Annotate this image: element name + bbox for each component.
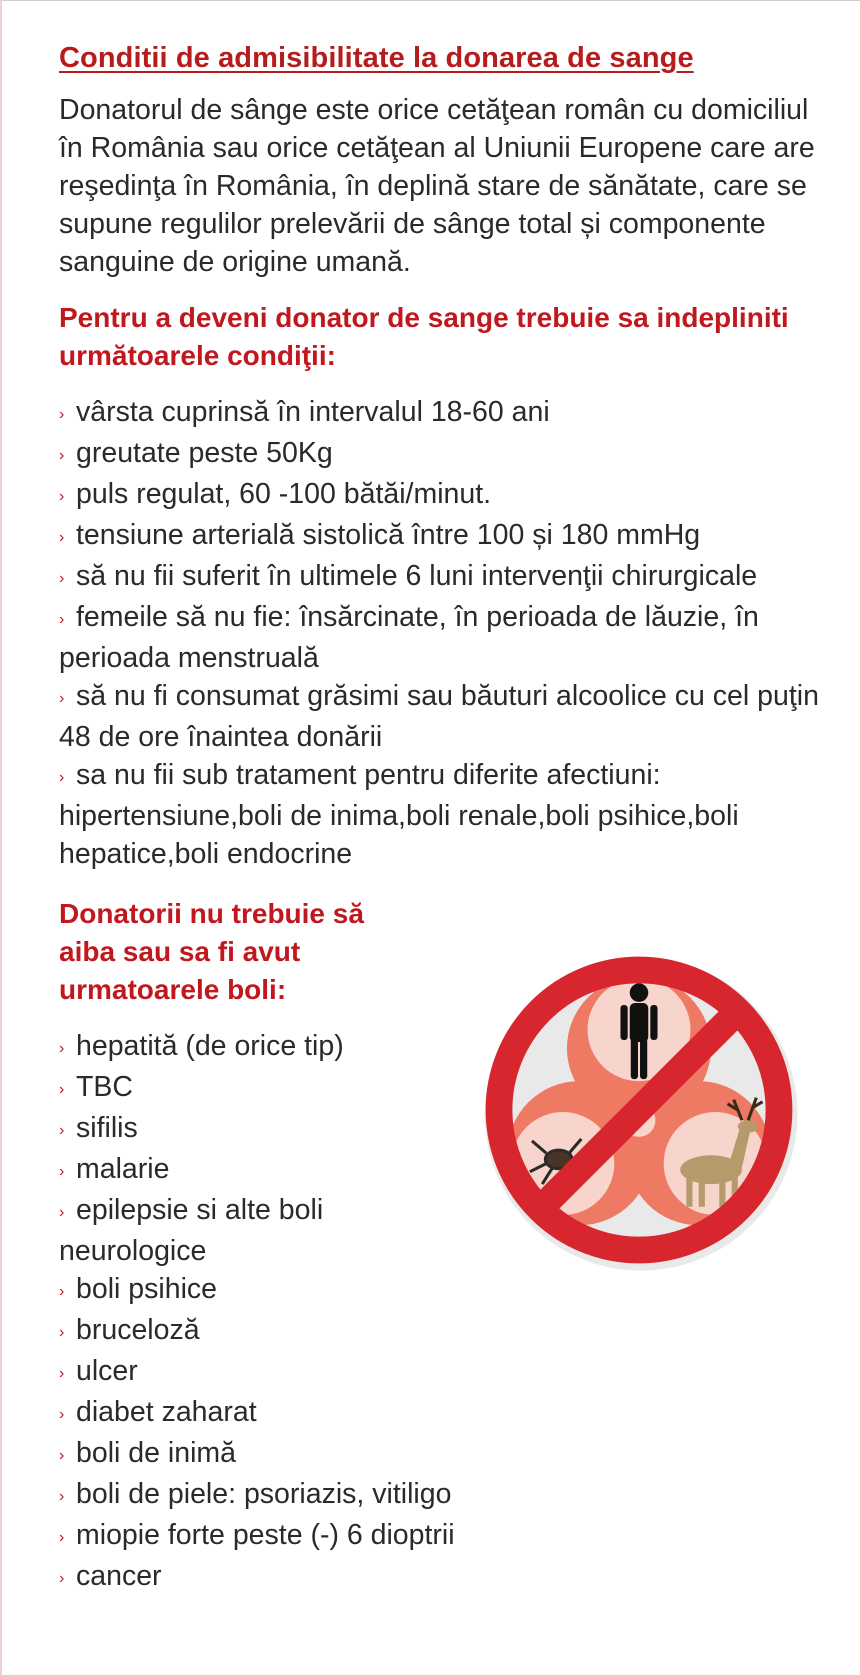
chevron-right-icon: › — [59, 1283, 65, 1300]
list-item — [59, 393, 819, 434]
list-item — [59, 1311, 459, 1352]
chevron-right-icon: › — [59, 1529, 65, 1546]
chevron-right-icon: › — [59, 611, 65, 628]
list-item — [59, 756, 819, 873]
list-item-text: ulcer — [76, 1355, 138, 1387]
list-item — [59, 677, 819, 756]
list-item — [59, 1068, 459, 1109]
chevron-right-icon: › — [59, 1447, 65, 1464]
chevron-right-icon: › — [59, 769, 65, 786]
chevron-right-icon: › — [59, 690, 65, 707]
chevron-right-icon: › — [59, 570, 65, 587]
list-item-text: boli de inimă — [76, 1437, 237, 1469]
list-item — [59, 598, 819, 677]
list-item — [59, 1516, 459, 1557]
list-item — [59, 1557, 459, 1598]
chevron-right-icon: › — [59, 1488, 65, 1505]
list-item-text: epilepsie si alte boli neurologice — [59, 1194, 324, 1267]
list-item — [59, 1109, 459, 1150]
chevron-right-icon: › — [59, 1406, 65, 1423]
diseases-heading: Donatorii nu trebuie să aiba sau sa fi avut urmatoarele boli: — [59, 898, 364, 1005]
list-item — [59, 1352, 459, 1393]
list-item-text: greutate peste 50Kg — [76, 437, 333, 469]
list-item — [59, 1150, 459, 1191]
list-item — [59, 434, 819, 475]
chevron-right-icon: › — [59, 1365, 65, 1382]
list-item-text: boli de piele: psoriazis, vitiligo — [76, 1478, 452, 1510]
list-item — [59, 1191, 459, 1270]
list-item-text: să nu fii suferit în ultimele 6 luni intervenţii chirurgicale — [76, 560, 758, 592]
intro-paragraph: Donatorul de sânge este orice cetăţean român cu domiciliul în România sau orice cetăţean al Uniunii Europene care are reşedinţa în România, în deplină stare de sănătate, care se supune regulilor prelevării de sânge total și componente sanguine de origine umană. — [59, 94, 815, 278]
chevron-right-icon: › — [59, 447, 65, 464]
chevron-right-icon: › — [59, 1204, 65, 1221]
page-title[interactable]: Conditii de admisibilitate la donarea de sange — [59, 42, 694, 74]
list-item-text: TBC — [76, 1071, 133, 1103]
diseases-section — [59, 895, 819, 1598]
chevron-right-icon: › — [59, 1324, 65, 1341]
prohibited-biohazard-icon — [464, 935, 814, 1285]
list-item — [59, 1434, 459, 1475]
list-item-text: bruceloză — [76, 1314, 200, 1346]
chevron-right-icon: › — [59, 1040, 65, 1057]
list-item — [59, 1393, 459, 1434]
list-item-text: boli psihice — [76, 1273, 217, 1305]
list-item-text: femeile să nu fie: însărcinate, în perioada de lăuzie, în perioada menstruală — [59, 601, 759, 674]
list-item-text: hepatită (de orice tip) — [76, 1030, 344, 1062]
list-item-text: tensiune arterială sistolică între 100 și 180 mmHg — [76, 519, 701, 551]
article — [59, 37, 819, 1598]
chevron-right-icon: › — [59, 488, 65, 505]
chevron-right-icon: › — [59, 406, 65, 423]
list-item-text: cancer — [76, 1560, 162, 1592]
chevron-right-icon: › — [59, 1163, 65, 1180]
list-item-text: miopie forte peste (-) 6 dioptrii — [76, 1519, 455, 1551]
list-item — [59, 1270, 459, 1311]
diseases-list — [59, 1027, 459, 1598]
chevron-right-icon: › — [59, 529, 65, 546]
list-item-text: malarie — [76, 1153, 170, 1185]
chevron-right-icon: › — [59, 1122, 65, 1139]
diseases-column — [59, 895, 459, 1598]
list-item-text: sifilis — [76, 1112, 138, 1144]
conditions-heading: Pentru a deveni donator de sange trebuie sa indepliniti următoarele condiţii: — [59, 302, 789, 371]
list-item-text: diabet zaharat — [76, 1396, 257, 1428]
list-item — [59, 557, 819, 598]
list-item-text: sa nu fii sub tratament pentru diferite afectiuni: hipertensiune,boli de inima,boli renale,boli psihice,boli hepatice,boli endocrine — [59, 759, 739, 870]
list-item — [59, 1027, 459, 1068]
list-item-text: să nu fi consumat grăsimi sau băuturi alcoolice cu cel puţin 48 de ore înaintea donării — [59, 680, 819, 753]
list-item-text: puls regulat, 60 -100 bătăi/minut. — [76, 478, 492, 510]
chevron-right-icon: › — [59, 1081, 65, 1098]
list-item — [59, 475, 819, 516]
list-item-text: vârsta cuprinsă în intervalul 18-60 ani — [76, 396, 550, 428]
conditions-list — [59, 393, 819, 873]
list-item — [59, 516, 819, 557]
chevron-right-icon: › — [59, 1570, 65, 1587]
list-item — [59, 1475, 459, 1516]
